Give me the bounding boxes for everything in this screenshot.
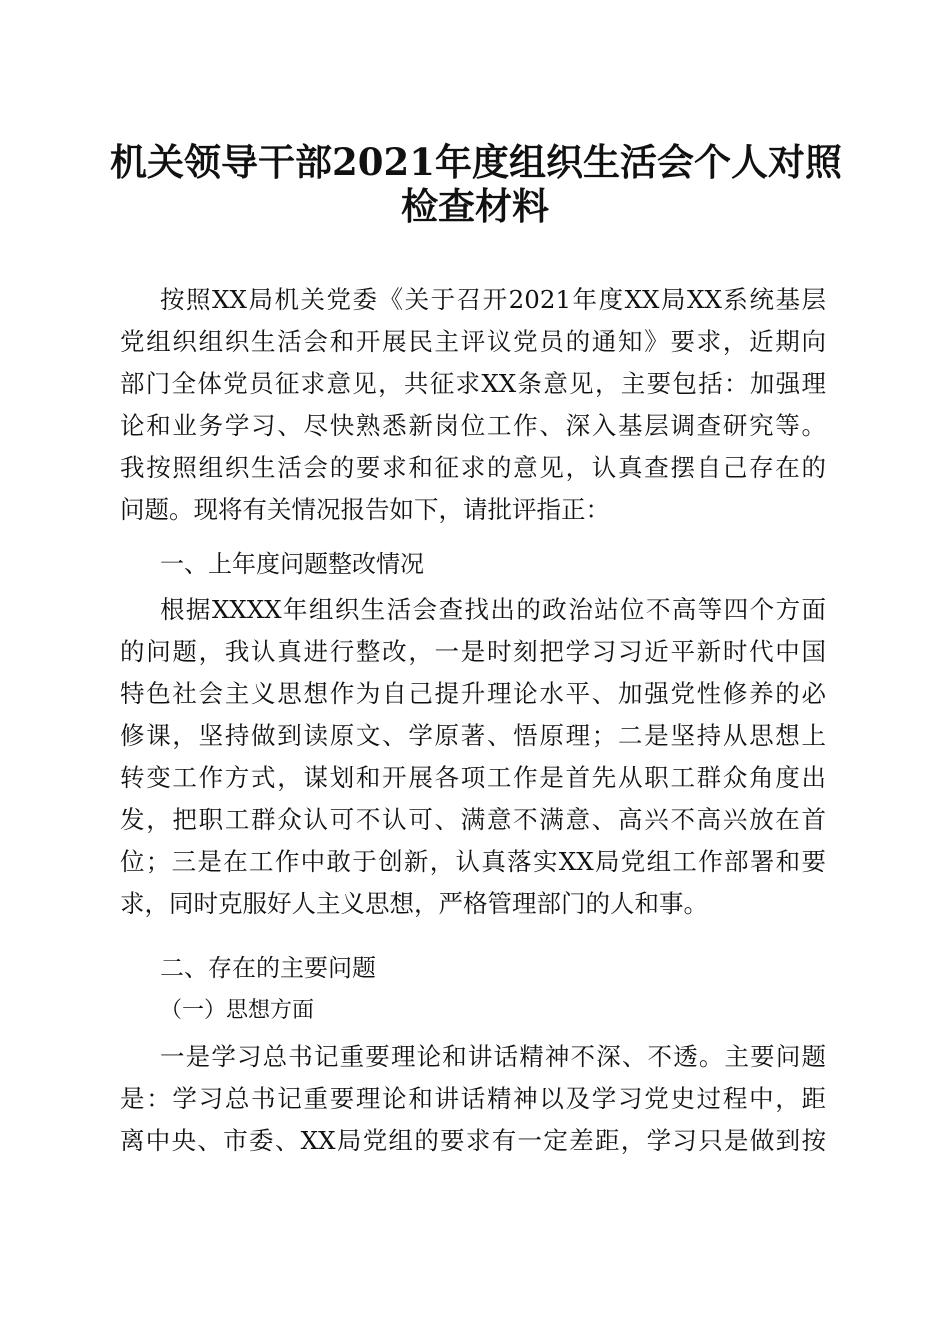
section-1-paragraph-line: 特色社会主义思想作为自己提升理论水平、加强党性修养的必 bbox=[120, 679, 826, 708]
section-1-paragraph-line: 位；三是在工作中敢于创新，认真落实XX局党组工作部署和要 bbox=[120, 847, 826, 876]
section-1-paragraph-line: 修课，坚持做到读原文、学原著、悟原理；二是坚持从思想上 bbox=[120, 721, 826, 750]
section-1-paragraph-line: 发，把职工群众认可不认可、满意不满意、高兴不高兴放在首 bbox=[120, 805, 826, 834]
section-2-heading: 二、存在的主要问题 bbox=[160, 954, 376, 982]
intro-paragraph-line: 按照XX局机关党委《关于召开2021年度XX局XX系统基层 bbox=[160, 285, 826, 314]
intro-paragraph-line: 问题。现将有关情况报告如下，请批评指正： bbox=[120, 495, 610, 524]
section-1-heading: 一、上年度问题整改情况 bbox=[160, 550, 424, 578]
section-2-paragraph-line: 一是学习总书记重要理论和讲话精神不深、不透。主要问题 bbox=[160, 1042, 826, 1071]
section-2-paragraph-line: 是：学习总书记重要理论和讲话精神以及学习党史过程中，距 bbox=[120, 1084, 826, 1113]
intro-paragraph-line: 部门全体党员征求意见，共征求XX条意见，主要包括：加强理 bbox=[120, 369, 826, 398]
intro-paragraph-line: 论和业务学习、尽快熟悉新岗位工作、深入基层调查研究等。 bbox=[120, 411, 826, 440]
section-1-paragraph-line: 转变工作方式，谋划和开展各项工作是首先从职工群众角度出 bbox=[120, 763, 826, 792]
document-title-line-2: 检查材料 bbox=[401, 184, 549, 228]
intro-paragraph-line: 我按照组织生活会的要求和征求的意见，认真查摆自己存在的 bbox=[120, 453, 826, 482]
section-2-paragraph-line: 离中央、市委、XX局党组的要求有一定差距，学习只是做到按 bbox=[120, 1126, 826, 1155]
section-2-subheading: （一）思想方面 bbox=[160, 998, 315, 1023]
intro-paragraph-line: 党组织组织生活会和开展民主评议党员的通知》要求，近期向 bbox=[120, 327, 826, 356]
section-1-paragraph-line: 求，同时克服好人主义思想，严格管理部门的人和事。 bbox=[120, 889, 708, 918]
section-1-paragraph-line: 根据XXXX年组织生活会查找出的政治站位不高等四个方面 bbox=[160, 595, 826, 624]
document-title-line-1: 机关领导干部2021年度组织生活会个人对照 bbox=[110, 140, 842, 184]
section-1-paragraph-line: 的问题，我认真进行整改，一是时刻把学习习近平新时代中国 bbox=[120, 637, 826, 666]
